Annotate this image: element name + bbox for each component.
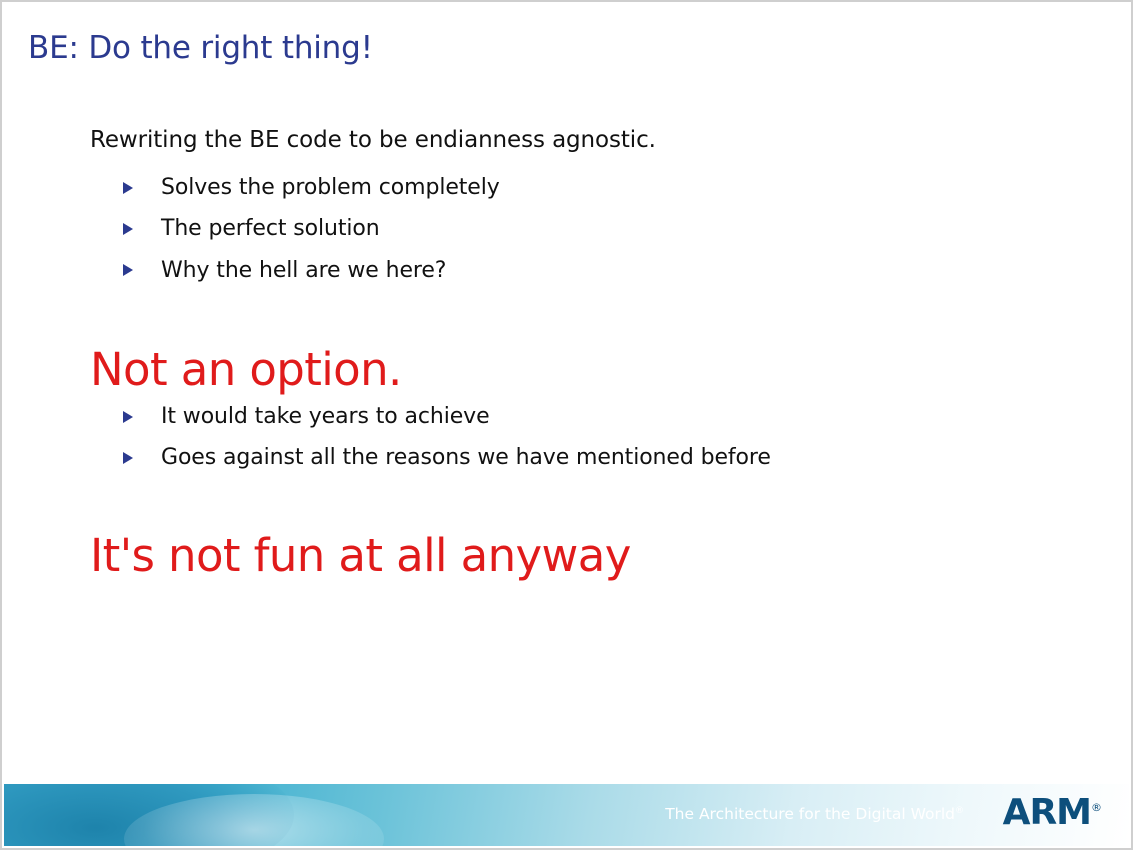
list-item-label: The perfect solution [161,216,380,242]
lead-paragraph: Rewriting the BE code to be endianness agnostic. [90,127,656,153]
list-item [123,208,1090,249]
footer-tagline-text: The Architecture for the Digital World [665,805,955,823]
list-item-label: Solves the problem completely [161,175,500,200]
list-item-label: It would take years to achieve [161,404,490,430]
footer-tagline [665,805,964,823]
slide-title: BE: Do the right thing! [28,30,373,66]
triangle-bullet-icon [123,182,133,194]
arm-logo-trademark: ® [1091,801,1101,814]
list-item [123,250,1090,291]
bullet-list-first [90,167,1090,291]
list-item [123,437,1090,478]
list-item-label: Goes against all the reasons we have mentioned before [161,445,771,471]
bullet-list-second [90,396,1090,479]
list-item [123,396,1090,437]
list-item-label: Why the hell are we here? [161,257,447,283]
slide-content [90,127,1090,582]
triangle-bullet-icon [123,452,133,464]
triangle-bullet-icon [123,411,133,423]
emphasis-statement-second: It's not fun at all anyway [90,528,631,582]
slide-footer [4,784,1129,846]
arm-logo-text: ARM [1002,792,1091,833]
footer-tagline-trademark: ® [955,805,964,816]
triangle-bullet-icon [123,223,133,235]
triangle-bullet-icon [123,264,133,276]
arm-logo [1003,792,1101,833]
list-item [123,167,1090,208]
emphasis-statement-first: Not an option. [90,343,402,397]
